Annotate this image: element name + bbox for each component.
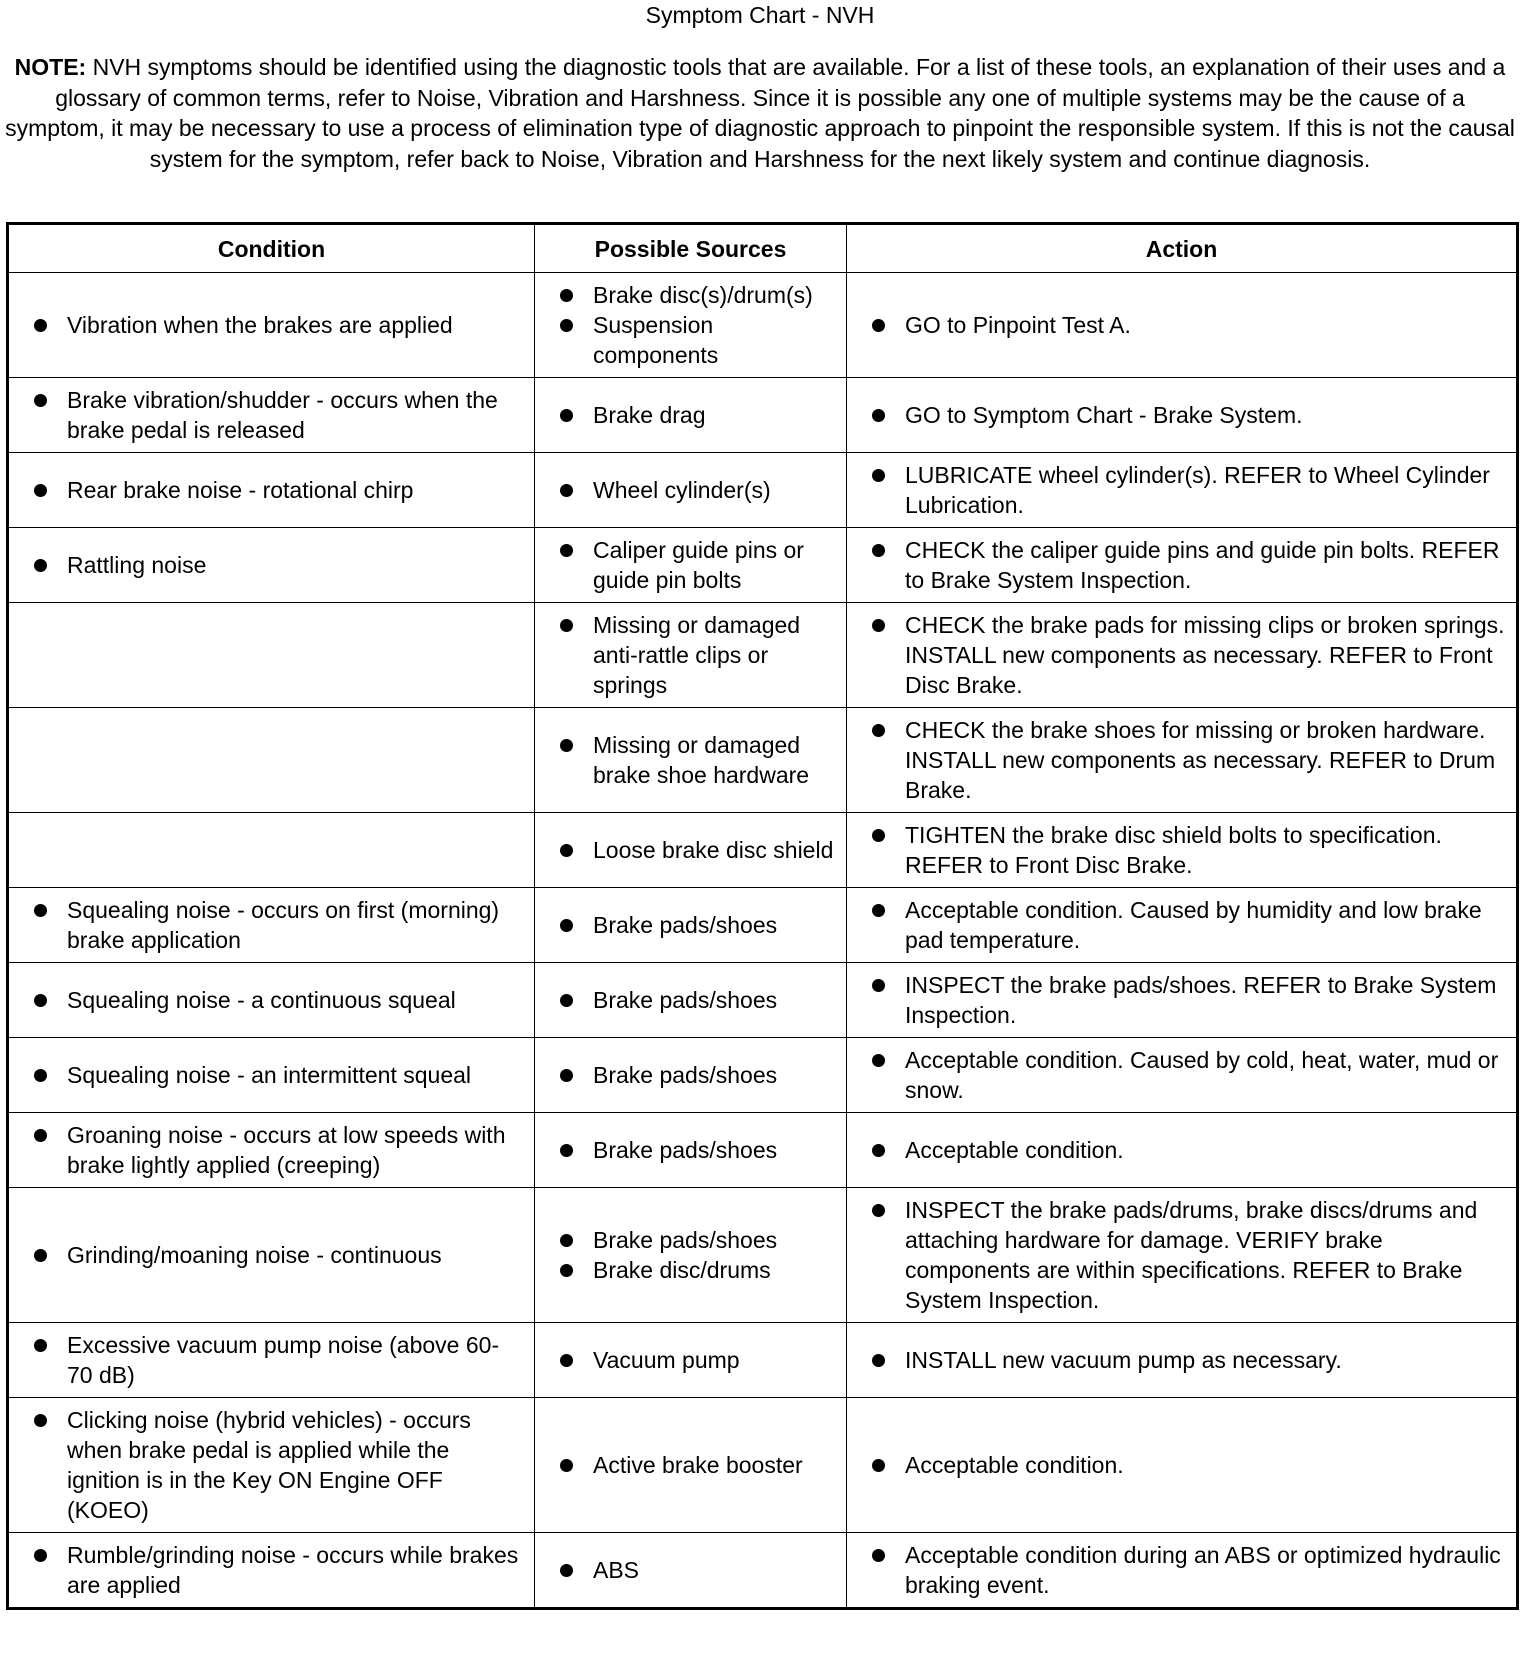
action-cell [847, 1398, 1518, 1533]
note-label: NOTE: [14, 54, 87, 80]
action-bullet-item: Acceptable condition. [847, 1135, 1506, 1165]
action-bullet-item: Acceptable condition. Caused by humidity and low brake pad temperature. [847, 895, 1506, 955]
source-list [535, 393, 846, 437]
source-list [535, 1548, 846, 1592]
action-list [847, 1038, 1516, 1112]
source-cell [535, 888, 847, 963]
table-row [8, 1188, 1518, 1323]
action-bullet-item: Acceptable condition. Caused by cold, heat, water, mud or snow. [847, 1045, 1506, 1105]
source-bullet-item: Brake disc/drums [535, 1255, 836, 1285]
condition-cell [8, 1038, 535, 1113]
table-row [8, 1323, 1518, 1398]
action-cell [847, 378, 1518, 453]
source-bullet-item: Active brake booster [535, 1450, 836, 1480]
table-row [8, 1113, 1518, 1188]
condition-cell [8, 453, 535, 528]
header-possible-sources: Possible Sources [535, 224, 847, 273]
action-bullet-item: GO to Symptom Chart - Brake System. [847, 400, 1506, 430]
source-list [535, 903, 846, 947]
table-row [8, 603, 1518, 708]
condition-bullet-item: Excessive vacuum pump noise (above 60-70 dB) [9, 1330, 524, 1390]
condition-list [9, 303, 534, 347]
action-list [847, 963, 1516, 1037]
source-bullet-item: Brake pads/shoes [535, 910, 836, 940]
action-cell [847, 813, 1518, 888]
source-cell [535, 1188, 847, 1323]
source-cell [535, 1533, 847, 1609]
condition-cell [8, 603, 535, 708]
source-list [535, 723, 846, 797]
source-bullet-item: Brake drag [535, 400, 836, 430]
source-cell [535, 1398, 847, 1533]
action-list [847, 528, 1516, 602]
source-bullet-item: Loose brake disc shield [535, 835, 836, 865]
source-cell [535, 1113, 847, 1188]
action-bullet-item: TIGHTEN the brake disc shield bolts to specification. REFER to Front Disc Brake. [847, 820, 1506, 880]
action-bullet-item: CHECK the brake pads for missing clips or broken springs. INSTALL new components as necessary. REFER to Front Disc Brake. [847, 610, 1506, 700]
source-cell [535, 453, 847, 528]
source-cell [535, 1038, 847, 1113]
page-title: Symptom Chart - NVH [645, 2, 875, 28]
action-cell [847, 528, 1518, 603]
condition-cell [8, 813, 535, 888]
condition-list [9, 888, 534, 962]
condition-cell [8, 528, 535, 603]
source-list [535, 1338, 846, 1382]
table-row [8, 1398, 1518, 1533]
source-list [535, 1443, 846, 1487]
table-row [8, 1533, 1518, 1609]
source-list [535, 978, 846, 1022]
action-bullet-item: CHECK the caliper guide pins and guide pin bolts. REFER to Brake System Inspection. [847, 535, 1506, 595]
source-bullet-item: Wheel cylinder(s) [535, 475, 836, 505]
condition-list [9, 1533, 534, 1607]
condition-cell [8, 1323, 535, 1398]
action-list [847, 603, 1516, 707]
source-bullet-item: Missing or damaged brake shoe hardware [535, 730, 836, 790]
source-list [535, 828, 846, 872]
table-row [8, 963, 1518, 1038]
condition-list [9, 1398, 534, 1532]
source-bullet-item: Caliper guide pins or guide pin bolts [535, 535, 836, 595]
source-cell [535, 813, 847, 888]
condition-list [9, 543, 534, 587]
header-action: Action [847, 224, 1518, 273]
source-cell [535, 603, 847, 708]
source-list [535, 273, 846, 377]
note-text: NVH symptoms should be identified using the diagnostic tools that are available. For a list of these tools, an explanation of their uses and a glossary of common terms, refer to Noise, Vibration and Harshness. Since it is possible any one of multiple systems may be the cause of a symptom, it may be necessary to use a process of elimination type of diagnostic approach to pinpoint the responsible system. If this is not the causal system for the symptom, refer back to Noise, Vibration and Harshness for the next likely system and continue diagnosis. [5, 54, 1515, 172]
action-cell [847, 273, 1518, 378]
source-list [535, 1218, 846, 1292]
action-bullet-item: Acceptable condition. [847, 1450, 1506, 1480]
condition-list [9, 468, 534, 512]
action-cell [847, 1113, 1518, 1188]
condition-list [9, 1323, 534, 1397]
action-cell [847, 1323, 1518, 1398]
condition-bullet-item: Rear brake noise - rotational chirp [9, 475, 524, 505]
condition-bullet-item: Squealing noise - occurs on first (morning) brake application [9, 895, 524, 955]
action-list [847, 393, 1516, 437]
condition-bullet-item: Clicking noise (hybrid vehicles) - occurs when brake pedal is applied while the ignition is in the Key ON Engine OFF (KOEO) [9, 1405, 524, 1525]
source-list [535, 528, 846, 602]
source-list [535, 1053, 846, 1097]
condition-list [9, 1233, 534, 1277]
action-bullet-item: INSTALL new vacuum pump as necessary. [847, 1345, 1506, 1375]
source-bullet-item: Brake pads/shoes [535, 1225, 836, 1255]
table-row [8, 888, 1518, 963]
action-list [847, 1443, 1516, 1487]
source-bullet-item: Brake pads/shoes [535, 985, 836, 1015]
action-cell [847, 1038, 1518, 1113]
action-bullet-item: GO to Pinpoint Test A. [847, 310, 1506, 340]
action-list [847, 1128, 1516, 1172]
condition-bullet-item: Grinding/moaning noise - continuous [9, 1240, 524, 1270]
action-list [847, 813, 1516, 887]
action-list [847, 708, 1516, 812]
condition-list [9, 378, 534, 452]
source-cell [535, 1323, 847, 1398]
note-paragraph [4, 52, 1516, 174]
source-bullet-item: Brake disc(s)/drum(s) [535, 280, 836, 310]
condition-bullet-item: Rattling noise [9, 550, 524, 580]
action-bullet-item: Acceptable condition during an ABS or optimized hydraulic braking event. [847, 1540, 1506, 1600]
action-list [847, 453, 1516, 527]
symptom-chart-table [6, 222, 1519, 1610]
action-cell [847, 453, 1518, 528]
condition-list [9, 1053, 534, 1097]
condition-cell [8, 963, 535, 1038]
source-cell [535, 708, 847, 813]
action-list [847, 303, 1516, 347]
action-bullet-item: INSPECT the brake pads/shoes. REFER to Brake System Inspection. [847, 970, 1506, 1030]
condition-cell [8, 1113, 535, 1188]
table-row [8, 813, 1518, 888]
action-bullet-item: CHECK the brake shoes for missing or broken hardware. INSTALL new components as necessary. REFER to Drum Brake. [847, 715, 1506, 805]
condition-bullet-item: Brake vibration/shudder - occurs when the brake pedal is released [9, 385, 524, 445]
source-list [535, 468, 846, 512]
source-bullet-item: Vacuum pump [535, 1345, 836, 1375]
condition-list [9, 978, 534, 1022]
table-row [8, 378, 1518, 453]
action-cell [847, 1533, 1518, 1609]
action-cell [847, 1188, 1518, 1323]
condition-cell [8, 273, 535, 378]
source-bullet-item: Brake pads/shoes [535, 1135, 836, 1165]
action-list [847, 1338, 1516, 1382]
action-cell [847, 708, 1518, 813]
condition-cell [8, 378, 535, 453]
action-cell [847, 888, 1518, 963]
source-bullet-item: Missing or damaged anti-rattle clips or springs [535, 610, 836, 700]
condition-bullet-item: Squealing noise - a continuous squeal [9, 985, 524, 1015]
table-row [8, 453, 1518, 528]
table-row [8, 708, 1518, 813]
condition-cell [8, 708, 535, 813]
table-header-row [8, 224, 1518, 273]
action-list [847, 1533, 1516, 1607]
source-cell [535, 378, 847, 453]
table-row [8, 273, 1518, 378]
source-bullet-item: Brake pads/shoes [535, 1060, 836, 1090]
action-list [847, 1188, 1516, 1322]
condition-bullet-item: Squealing noise - an intermittent squeal [9, 1060, 524, 1090]
action-list [847, 888, 1516, 962]
condition-bullet-item: Groaning noise - occurs at low speeds with brake lightly applied (creeping) [9, 1120, 524, 1180]
table-row [8, 528, 1518, 603]
source-bullet-item: ABS [535, 1555, 836, 1585]
header-condition: Condition [8, 224, 535, 273]
action-cell [847, 963, 1518, 1038]
action-cell [847, 603, 1518, 708]
source-cell [535, 273, 847, 378]
condition-bullet-item: Vibration when the brakes are applied [9, 310, 524, 340]
condition-list [9, 1113, 534, 1187]
source-bullet-item: Suspension components [535, 310, 836, 370]
action-bullet-item: LUBRICATE wheel cylinder(s). REFER to Wheel Cylinder Lubrication. [847, 460, 1506, 520]
condition-bullet-item: Rumble/grinding noise - occurs while brakes are applied [9, 1540, 524, 1600]
condition-cell [8, 1398, 535, 1533]
condition-cell [8, 1533, 535, 1609]
table-body [8, 273, 1518, 1609]
source-list [535, 1128, 846, 1172]
source-cell [535, 528, 847, 603]
table-row [8, 1038, 1518, 1113]
source-cell [535, 963, 847, 1038]
source-list [535, 603, 846, 707]
condition-cell [8, 1188, 535, 1323]
condition-cell [8, 888, 535, 963]
action-bullet-item: INSPECT the brake pads/drums, brake discs/drums and attaching hardware for damage. VERIFY brake components are within specifications. REFER to Brake System Inspection. [847, 1195, 1506, 1315]
